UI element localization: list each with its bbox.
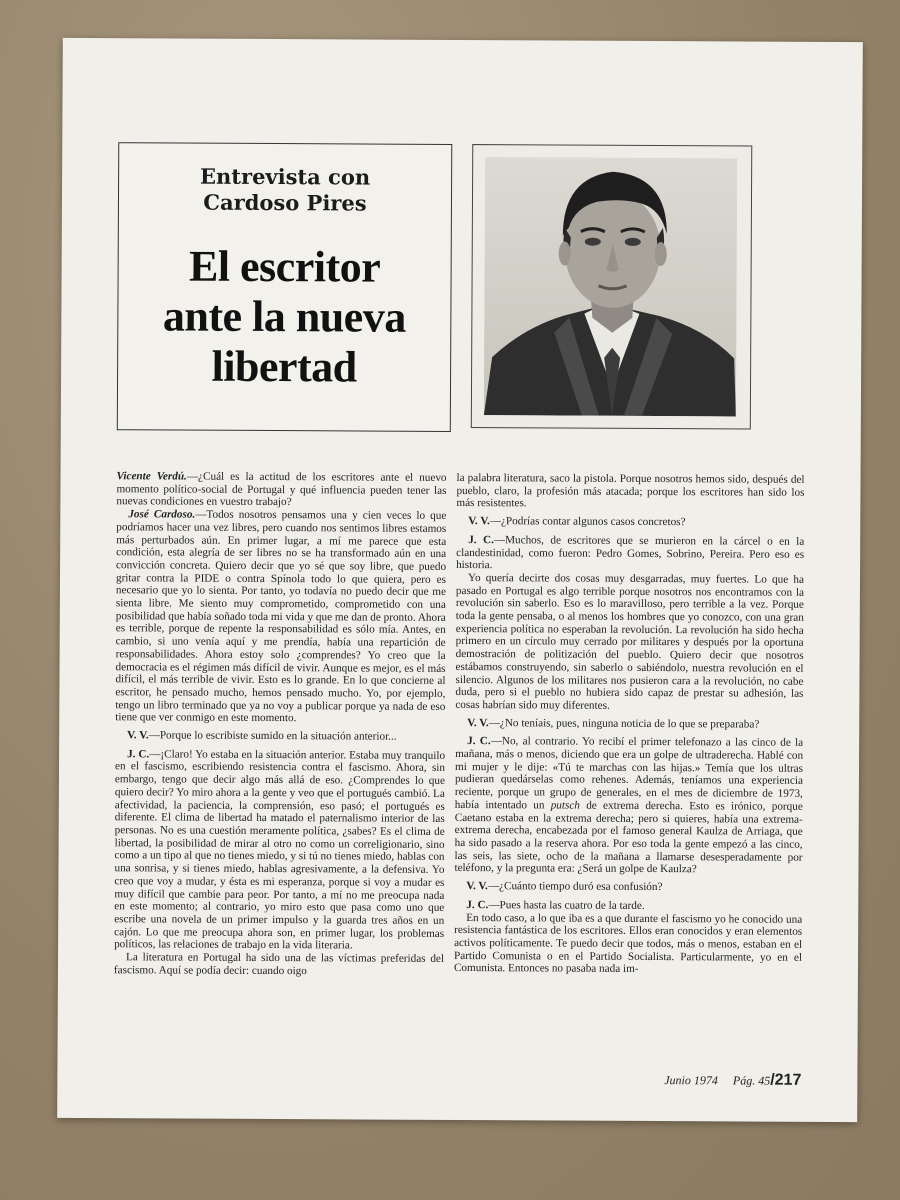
magazine-page <box>57 38 863 1122</box>
paragraph-text: —¿Podrías contar algunos casos concretos? <box>489 515 686 529</box>
paragraph <box>115 729 445 743</box>
page-footer <box>664 1071 801 1090</box>
paragraph-text: —Porque lo escribiste sumido en la situación anterior... <box>148 729 397 743</box>
paragraph <box>454 880 802 895</box>
subtitle-line: Cardoso Pires <box>203 189 367 216</box>
paragraph <box>455 572 804 714</box>
paragraph <box>456 515 804 530</box>
paragraph-text: la palabra literatura, saco la pistola. Porque nosotros hemos sido, después del pueblo, claro, la profesión más atacada; porque los escritores han sido los más resistentes. <box>456 471 805 510</box>
article-column-right <box>454 472 805 977</box>
paragraph <box>116 470 446 510</box>
subtitle <box>119 163 451 217</box>
speaker-label: J. C. <box>467 735 491 748</box>
article-column-left <box>114 470 447 978</box>
paragraph-text: —¿No teníais, pues, ninguna noticia de lo que se preparaba? <box>488 716 760 731</box>
paragraph <box>456 534 804 574</box>
portrait-photo-icon <box>484 157 737 416</box>
paragraph-text: —¡Claro! Yo estaba en la situación anterior. Estaba muy tranquilo en el fascismo, escribiendo resistencia contra el fascismo. Ahora, sin embargo, tengo que decir algo más allá de eso. ¿Comprendes lo que quiero decir? Yo miro ahora a la gente y veo que el portugués cambió. La afectividad, la paciencia, la comprensión, eso pasó; el portugués es diferente. El clima de libertad ha matado el paternalismo interior de las personas. No es una cuestión meramente política, ¿sabes? Es el clima de libertad, la posibilidad de mirar al otro no como un correligionario, sino como a un tipo al que no tienes miedo, y si tú no tienes miedo, hablas con una sonrisa, y si tienes miedo, hablas agresivamente, a la defensiva. Yo creo que voy a mudar, y ésta es mi esperanza, porque si voy a mudar es muy difícil que cambie para peor. Por tanto, a mí no me preocupa nada en este momento; al contrario, yo miro esto que pasa como uno que escribe una novela de un primer impulso y la guarda tres años en un cajón. Lo que me preocupa ahora son, en primer lugar, los problemas políticos, las relaciones de trabajo en la vida literaria. <box>114 748 446 952</box>
portrait-photo <box>484 157 737 416</box>
paragraph <box>115 508 446 726</box>
speaker-label: J. C. <box>468 533 494 546</box>
paragraph <box>456 472 804 512</box>
speaker-label: J. C. <box>127 748 150 761</box>
paragraph-text: —¿Cuánto tiempo duró esa confusión? <box>487 880 663 894</box>
page-number: 217 <box>774 1071 802 1089</box>
paragraph-text: —Pues hasta las cuatro de la tarde. <box>488 898 645 912</box>
speaker-label: V. V. <box>466 880 488 893</box>
headline-line: libertad <box>211 341 357 392</box>
page-label: Pág. 45 <box>732 1073 771 1088</box>
italic-word: putsch <box>550 799 580 812</box>
headline-line: El escritor <box>188 241 381 292</box>
subtitle-line: Entrevista con <box>199 163 371 190</box>
speaker-label: V. V. <box>468 515 490 528</box>
paragraph <box>454 911 802 976</box>
speaker-label: V. V. <box>127 729 149 742</box>
paragraph-text: —¿Cuál es la actitud de los escritores ante el nuevo momento político-social de Portugal y qué influencia pueden tener las nuevas condiciones en vuestro trabajo? <box>116 470 447 509</box>
title-box <box>117 142 453 432</box>
paragraph-text: La literatura en Portugal ha sido una de las víctimas preferidas del fascismo. Aquí se podía decir: cuando oigo <box>113 951 445 977</box>
paragraph <box>114 748 445 953</box>
paragraph-text: En todo caso, a lo que iba es a que durante el fascismo yo he conocido una resistencia fantástica de los escritores. Ellos eran conocidos y eran elementos activos políticamente. Te puedo decir que todos, más o menos, estaban en el Partido Comunista o en el Partido Socialista. Particularmente, yo en el Comunista. Entonces no pasaba nada im- <box>453 911 803 976</box>
paragraph-text: de extrema derecha. Esto es irónico, porque Caetano estaba en la extrema derecha; pero si quieres, había una extrema-extrema derecha, encabezada por el famoso general Kaulza de Arriaga, que ha sido pasado a la reserva ahora. Por eso toda la gente empezó a las cinco, las seis, las siete, ocho de la mañana a llamarse desesperadamente por teléfono, y la pregunta era: ¿Será un golpe de Kaulza? <box>454 799 803 876</box>
paragraph-text: —Todos nosotros pensamos una y cien veces lo que podríamos hacer una vez libres, pero cuando nos sentimos libres estamos más perturbados aún. En primer lugar, a mí me parece que esta condición, esta alegría de ser libres no se ha transformado aún en una convicción concreta. Quiero decir que yo sé que soy libre, que puedo gritar contra la PIDE o contra Spínola todo lo que quiera, pero es necesario que yo lo sienta. Por tanto, yo todavía no puedo decir que me sienta libre. Me siento muy comprometido, comprometido con una posibilidad que había soñado toda mi vida y que me dan de pronto. Ahora es terrible, porque de repente la responsabilidad es sólo mía. Antes, en cambio, si uno venía aquí y me prendía, había una repartición de responsabilidades. Ahora estoy solo ¿comprendes? Yo creo que la democracia es el régimen más difícil de vivir. Aunque es mejor, es el más difícil, el más terrible de vivir. Esto es lo grande. En lo que concierne al escritor, he pensado mucho, hemos pensado mucho. Yo, por ejemplo, tengo un libro terminado que ya no voy a publicar porque ya nada de eso tiene que ver conmigo en este momento. <box>115 508 447 725</box>
issue-date: Junio 1974 <box>664 1073 718 1088</box>
headline-line: ante la nueva <box>162 291 406 342</box>
paragraph-text: —No, al contrario. Yo recibí el primer telefonazo a las cinco de la mañana, más o menos, diciendo que era un golpe de ultraderecha. Hablé con mi mujer y le dije: «Tú te marchas con las hijas.» Temía que los ultras pudieran quedárselas como rehenes. Además, teníamos una experiencia reciente, porque un grupo de generales, en el mes de diciembre de 1973, había intentado un <box>454 735 804 812</box>
speaker-label: V. V. <box>467 716 489 729</box>
paragraph-text: —Muchos, de escritores que se murieron en la cárcel o en la clandestinidad, como fueron: Pedro Gomes, Sobrino, Pereira. Pero eso es historia. <box>456 533 805 572</box>
paragraph <box>114 951 444 978</box>
paragraph <box>455 717 803 732</box>
speaker-label: J. C. <box>466 898 489 911</box>
photo-frame <box>471 144 752 429</box>
page-separator: / <box>770 1071 775 1089</box>
paragraph-text: Yo quería decirte dos cosas muy desgarradas, muy fuertes. Lo que ha pasado en Portugal es algo terrible porque nosotros nos encontramos con la revolución sin saberlo. Eso es lo maravilloso, pero terrible a la vez. Porque toda la gente pensaba, o al menos los hombres que yo conozco, con una gran experiencia política no esperaban la revolución. La revolución ha sido hecha primero en un círculo muy cerrado por militares y después por la oportuna demostración de politización del pueblo. Quiero decir que nosotros estábamos construyendo, sin saberlo o sabiéndolo, nuestra revolución en el silencio. Algunos de los militares nos pusieron cara a la revolución, no cabe duda, pero si el pueblo no hubiera sido capaz de prestar su adhesión, las cosas habrían sido muy diferentes. <box>455 571 805 712</box>
paragraph <box>454 735 803 877</box>
speaker-label: Vicente Verdú. <box>116 470 187 483</box>
speaker-label: José Cardoso. <box>128 508 196 521</box>
headline <box>118 241 451 393</box>
